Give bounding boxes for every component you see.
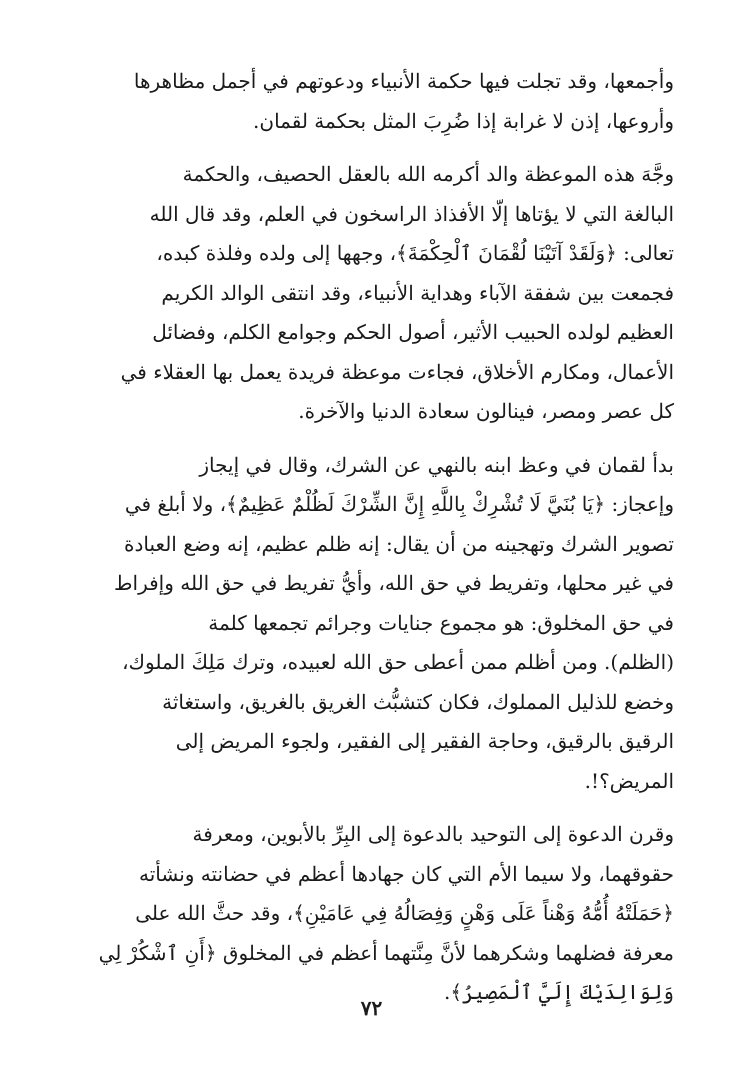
text-line: معرفة فضلهما وشكرهما لأنَّ مِنَّتهما أعظم في المخلوق ﴿أَنِ ٱشْكُرْ لِي bbox=[98, 940, 674, 965]
page-body bbox=[90, 62, 674, 1013]
paragraph-3 bbox=[90, 446, 674, 802]
text-line: وإعجاز: ﴿يَا بُنَيَّ لَا تُشْرِكْ بِاللَّهِ إِنَّ الشِّرْكَ لَظُلْمٌ عَظِيمٌ﴾، ولا أبلغ في bbox=[124, 492, 674, 516]
text-line: بدأ لقمان في وعظ ابنه بالنهي عن الشرك، وقال في إيجاز bbox=[199, 452, 674, 477]
text-line: تصوير الشرك وتهجينه من أن يقال: إنه ظلم عظيم، إنه وضع العبادة bbox=[124, 531, 674, 556]
text-line: الرقيق بالرقيق، وحاجة الفقير إلى الفقير، ولجوء المريض إلى bbox=[175, 729, 674, 753]
text-line: كل عصر ومصر، فينالون سعادة الدنيا والآخرة. bbox=[298, 399, 674, 423]
text-line: البالغة التي لا يؤتاها إلّا الأفذاذ الراسخون في العلم، وقد قال الله bbox=[149, 201, 674, 226]
text-line: وأروعها، إذن لا غرابة إذا ضُرِبَ المثل بحكمة لقمان. bbox=[253, 108, 674, 133]
page-number: ٧٢ bbox=[360, 996, 383, 1020]
text-line: في حق المخلوق: هو مجموع جنايات وجرائم تجمعها كلمة bbox=[208, 610, 674, 635]
paragraph-2 bbox=[90, 155, 674, 432]
text-line: حقوقهما، ولا سيما الأم التي كان جهادها أعظم في حضانته ونشأته bbox=[138, 861, 674, 886]
paragraph-1 bbox=[90, 62, 674, 141]
text-line: ﴿حَمَلَتْهُ أُمُّهُ وَهْناً عَلَى وَهْنٍ وَفِصَالُهُ فِي عَامَيْنِ﴾، وقد حثَّ الله على bbox=[135, 901, 674, 925]
text-line: (الظلم). ومن أظلم ممن أعطى حق الله لعبيده، وترك مَلِكَ الملوك، bbox=[122, 650, 674, 674]
text-line: في غير محلها، وتفريط في حق الله، وأيُّ تفريط في حق الله وإفراط bbox=[114, 571, 674, 595]
text-line: الأعمال، ومكارم الأخلاق، فجاءت موعظة فريدة يعمل بها العقلاء في bbox=[120, 359, 674, 384]
text-line: وأجمعها، وقد تجلت فيها حكمة الأنبياء ودعوتهم في أجمل مظاهرها bbox=[133, 69, 674, 93]
text-line: العظيم لولده الحبيب الأثير، أصول الحكم وجوامع الكلم، وفضائل bbox=[152, 320, 674, 344]
text-line: فجمعت بين شفقة الآباء وهداية الأنبياء، وقد انتقى الوالد الكريم bbox=[161, 280, 674, 305]
paragraph-4 bbox=[90, 815, 674, 1013]
text-line: تعالى: ﴿وَلَقَدْ آتَيْنَا لُقْمَانَ ٱلْحِكْمَةَ﴾، وجهها إلى ولده وفلذة كبده، bbox=[156, 241, 674, 265]
text-line: وخضع للذليل المملوك، فكان كتشبُّث الغريق بالغريق، واستغاثة bbox=[162, 689, 674, 714]
text-line: المريض؟!. bbox=[584, 768, 674, 793]
text-line: وقرن الدعوة إلى التوحيد بالدعوة إلى البِرِّ بالأبوين، ومعرفة bbox=[192, 822, 674, 846]
text-line: وجَّهَ هذه الموعظة والد أكرمه الله بالعقل الحصيف، والحكمة bbox=[182, 162, 674, 186]
text-line: وَلِوَالِدَيْكَ إِلَيَّ ٱلْمَصِيرُ﴾. bbox=[443, 980, 674, 1004]
